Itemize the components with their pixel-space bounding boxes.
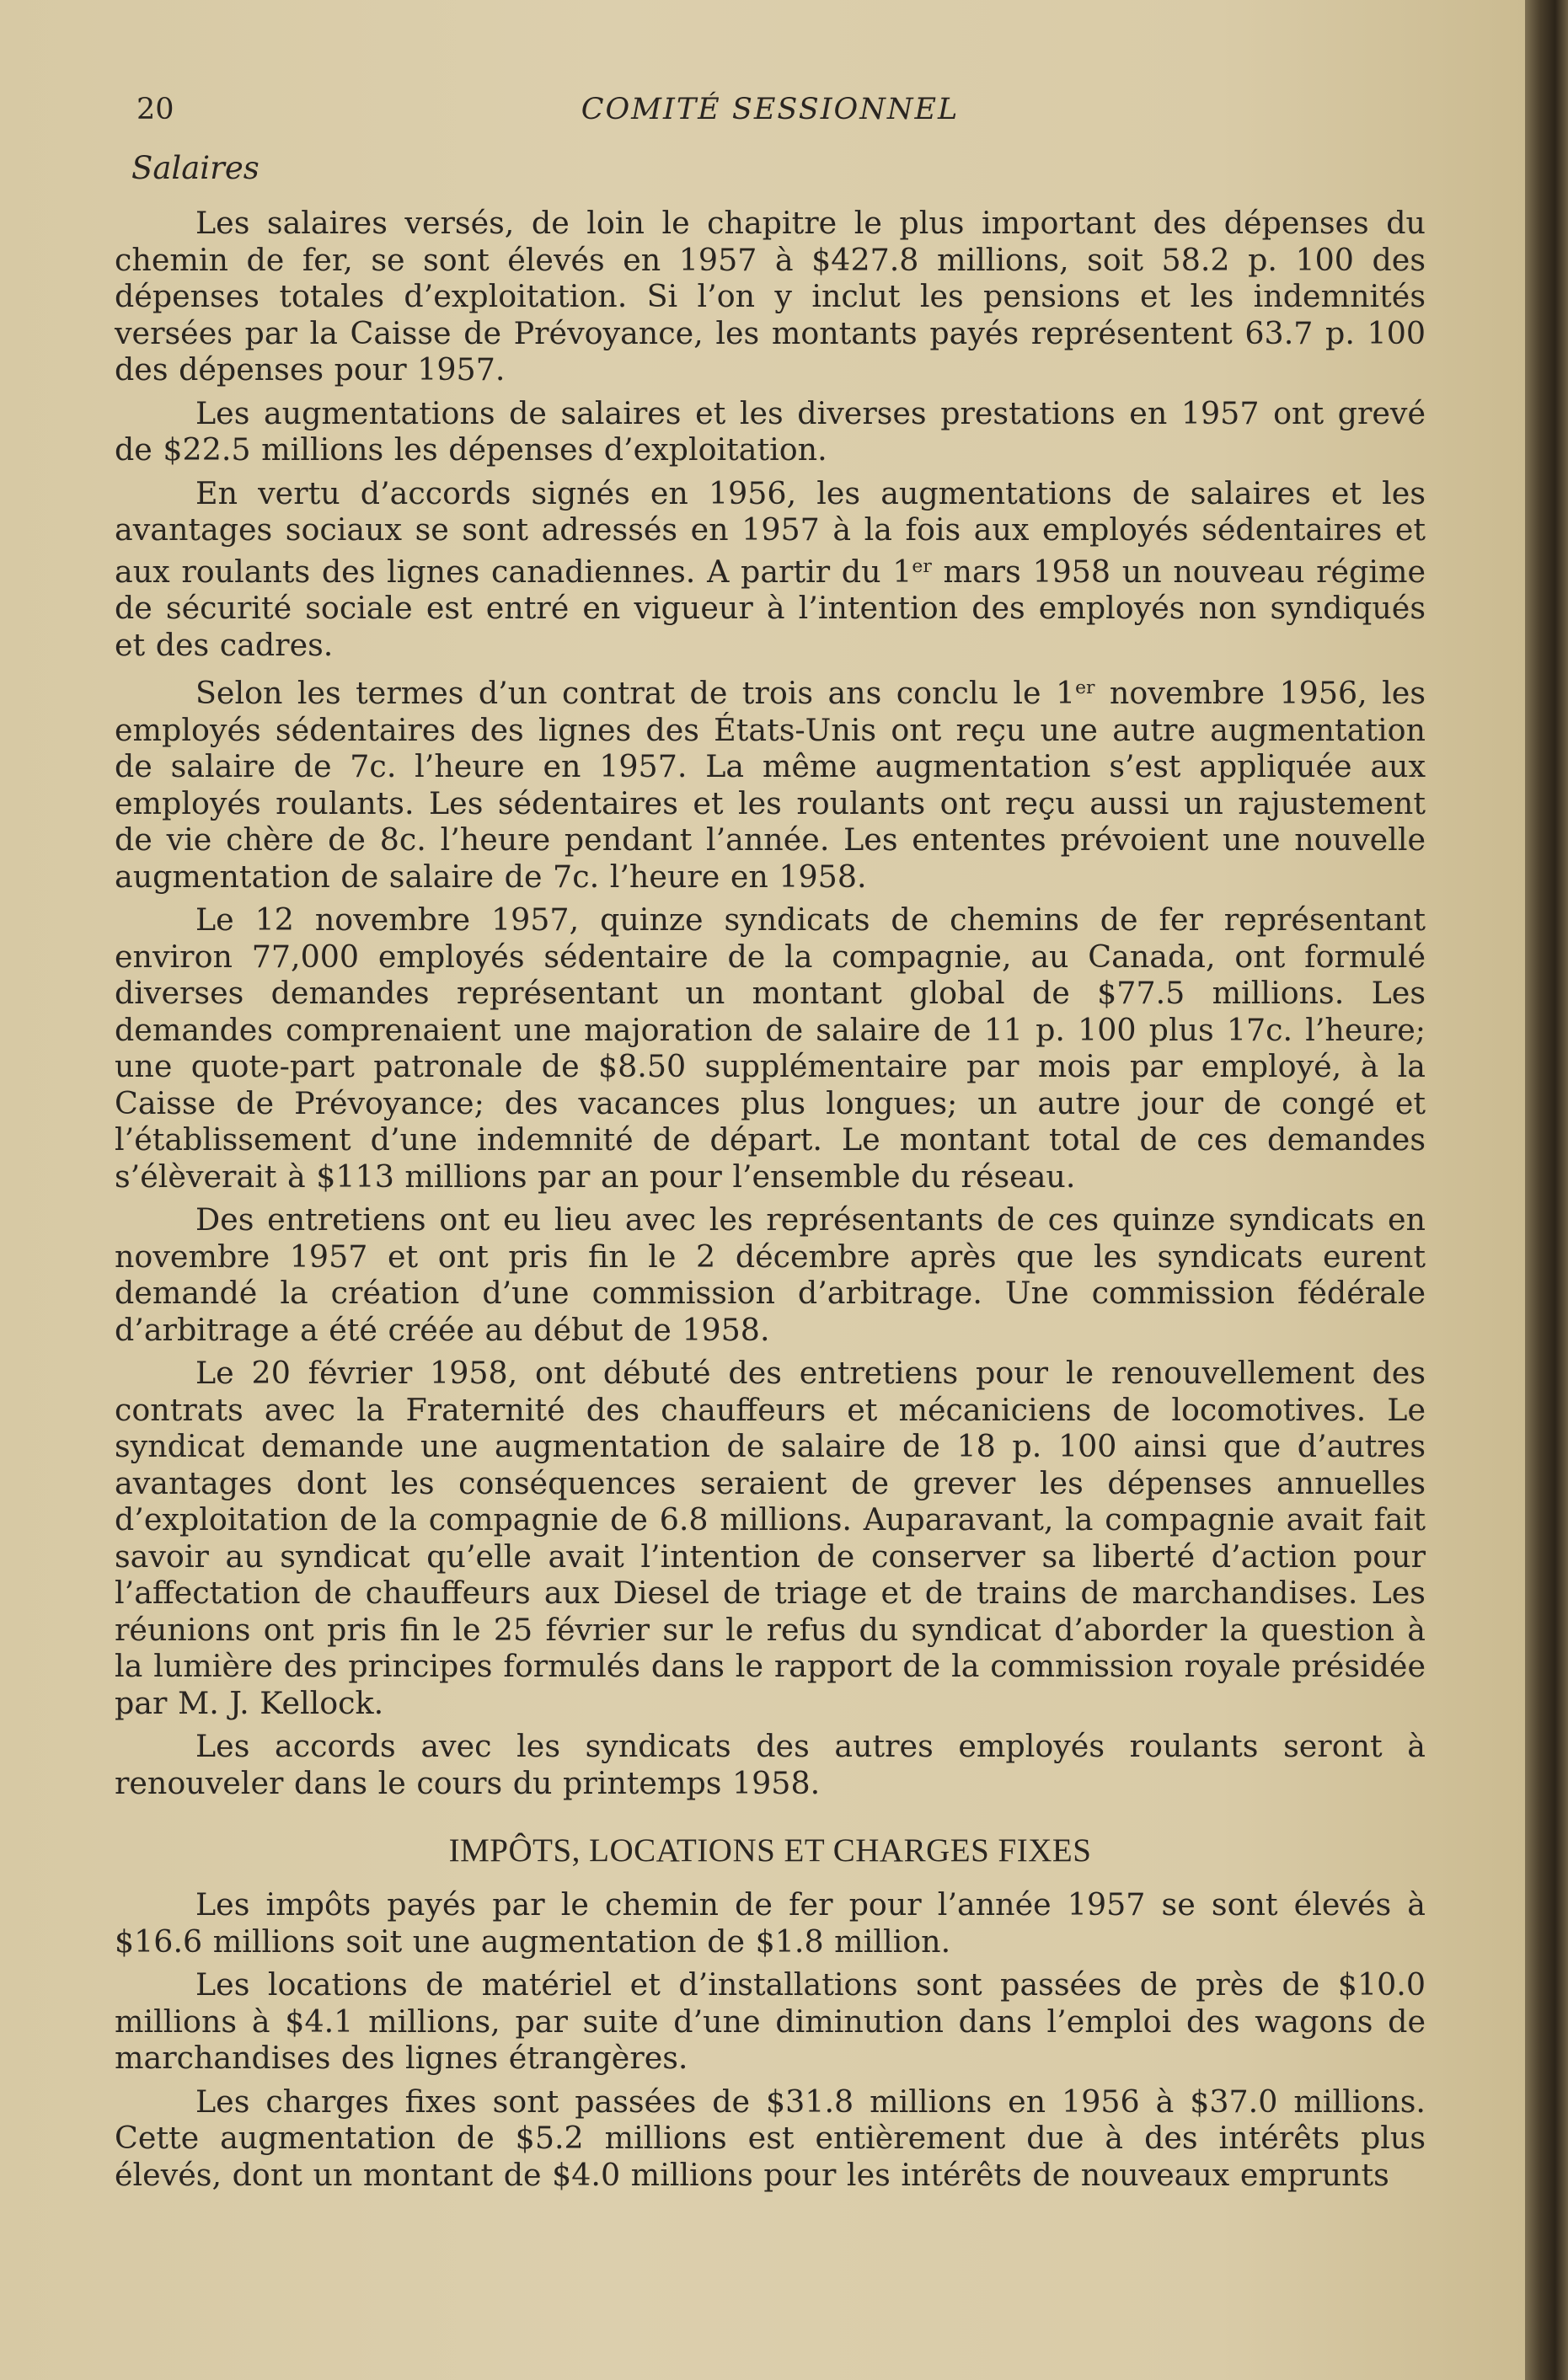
paragraph: Selon les termes d’un contrat de trois ans conclu le 1er novembre 1956, les employés sédentaires des lignes des États-Unis ont reçu une autre augmentation de salaire de 7c. l’heure en 1957. La même augmentation s’est appliquée aux employés roulants. Les sédentaires et les roulants ont reçu aussi un rajustement de vie chère de 8c. l’heure pendant l’année. Les ententes prévoient une nouvelle augmentation de salaire de 7c. l’heure en 1958. [115,675,1426,895]
running-title: COMITÉ SESSIONNEL [581,93,960,126]
paragraph: Le 20 février 1958, ont débuté des entretiens pour le renouvellement des contrats avec la Fraternité des chauffeurs et mécaniciens de locomotives. Le syndicat demande une augmentation de salaire de 18 p. 100 ainsi que d’autres avantages dont les conséquences seraient de grever les dépenses annuelles d’exploitation de la compagnie de 6.8 millions. Auparavant, la compagnie avait fait savoir au syndicat qu’elle avait l’intention de conserver sa liberté d’action pour l’affectation de chauffeurs aux Diesel de triage et de trains de marchandises. Les réunions ont pris fin le 25 février sur le refus du syndicat d’aborder la question à la lumière des principes formulés dans le rapport de la commission royale présidée par M. J. Kellock. [115,1355,1426,1721]
running-header [115,93,1426,135]
impots-section [115,1886,1426,2193]
section-title: IMPÔTS, LOCATIONS ET CHARGES FIXES [448,1832,1092,1869]
page-edge-binding [1525,0,1568,2380]
paragraph: En vertu d’accords signés en 1956, les augmentations de salaires et les avantages sociaux se sont adressés en 1957 à la fois aux employés sédentaires et aux roulants des lignes canadiennes. A partir du 1er mars 1958 un nouveau régime de sécurité sociale est entré en vigueur à l’intention des employés non syndiqués et des cadres. [115,474,1426,663]
paragraph: Le 12 novembre 1957, quinze syndicats de chemins de fer représentant environ 77,000 employés sédentaire de la compagnie, au Canada, ont formulé diverses demandes représentant un montant global de $77.5 millions. Les demandes comprenaient une majoration de salaire de 11 p. 100 plus 17c. l’heure; une quote-part patronale de $8.50 supplémentaire par mois par employé, à la Caisse de Prévoyance; des vacances plus longues; un autre jour de congé et l’établissement d’une indemnité de départ. Le montant total de ces demandes s’élèverait à $113 millions par an pour l’ensemble du réseau. [115,901,1426,1195]
paragraph: Des entretiens ont eu lieu avec les représentants de ces quinze syndicats en novembre 1957 et ont pris fin le 2 décembre après que les syndicats eurent demandé la création d’une commission d’arbitrage. Une commission fédérale d’arbitrage a été créée au début de 1958. [115,1201,1426,1348]
document-page [115,93,1426,2200]
paragraph: Les locations de matériel et d’installations sont passées de près de $10.0 millions à $4.1 millions, par suite d’une diminution dans l’emploi des wagons de marchandises des lignes étrangères. [115,1966,1426,2076]
salaires-section [115,205,1426,1801]
paragraph: Les augmentations de salaires et les diverses prestations en 1957 ont grevé de $22.5 millions les dépenses d’exploitation. [115,394,1426,468]
page-number: 20 [136,93,174,126]
paragraph: Les salaires versés, de loin le chapitre le plus important des dépenses du chemin de fer, se sont élevés en 1957 à $427.8 millions, soit 58.2 p. 100 des dépenses totales d’exploitation. Si l’on y inclut les pensions et les indemnités versées par la Caisse de Prévoyance, les montants payés représentent 63.7 p. 100 des dépenses pour 1957. [115,205,1426,388]
paragraph: Les accords avec les syndicats des autres employés roulants seront à renouveler dans le cours du printemps 1958. [115,1728,1426,1801]
paragraph: Les impôts payés par le chemin de fer pour l’année 1957 se sont élevés à $16.6 millions soit une augmentation de $1.8 million. [115,1886,1426,1960]
paragraph: Les charges fixes sont passées de $31.8 millions en 1956 à $37.0 millions. Cette augmentation de $5.2 millions est entièrement due à des intérêts plus élevés, dont un montant de $4.0 millions pour les intérêts de nouveaux emprunts [115,2083,1426,2193]
subheading-salaires: Salaires [131,150,260,186]
